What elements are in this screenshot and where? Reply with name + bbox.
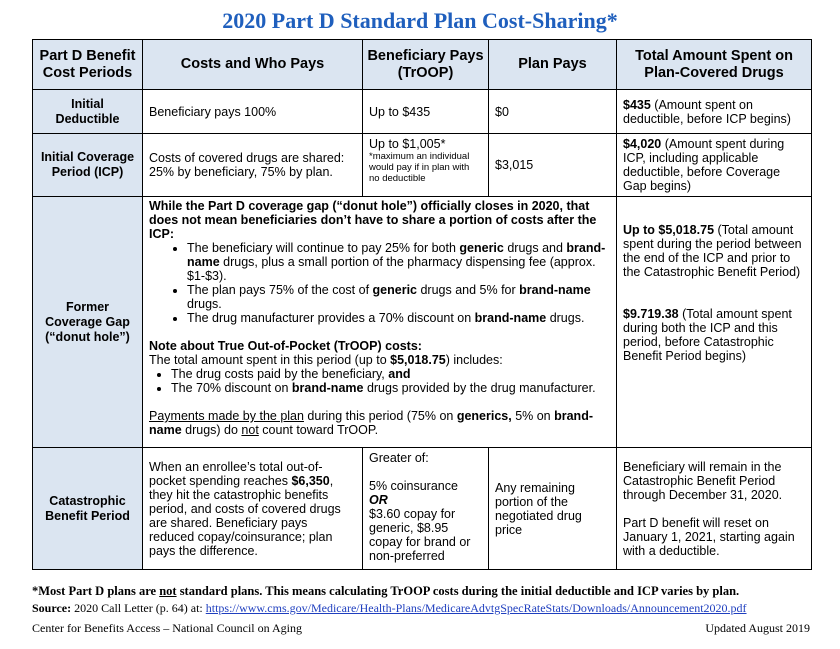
- costs-cell: Costs of covered drugs are shared: 25% by beneficiary, 75% by plan.: [143, 134, 363, 197]
- plan-payments-note: Payments made by the plan during this period (75% on generics, 5% on brand-name drugs) do not count toward TrOOP.: [149, 409, 593, 437]
- troop-heading: Note about True Out-of-Pocket (TrOOP) costs:: [149, 339, 422, 353]
- total-desc: (Amount spent on deductible, before ICP begins): [623, 97, 791, 126]
- copay-option: $3.60 copay for generic, $8.95 copay for brand or non-preferred: [369, 507, 471, 563]
- total-amount: Up to $5,018.75: [623, 223, 715, 237]
- total-amount: $4,020: [623, 137, 662, 151]
- total-cell: [617, 197, 812, 448]
- costs-cell: When an enrollee’s total out-of-pocket spending reaches $6,350, they hit the catastrophic benefits period, and costs of covered drugs are shared. Beneficiary pays reduced copay/coinsurance; plan pays the difference.: [143, 448, 363, 570]
- header-costs: Costs and Who Pays: [143, 40, 363, 90]
- total-amount: $435: [623, 97, 651, 112]
- footnote: *Most Part D plans are not standard plans. This means calculating TrOOP costs during the initial deductible and ICP varies by plan.: [32, 584, 740, 598]
- period-label: Initial Coverage Period (ICP): [33, 134, 143, 197]
- footer-bar: [32, 621, 810, 636]
- beneficiary-cell: [363, 448, 489, 570]
- beneficiary-footnote: *maximum an individual would pay if in plan with no deductible: [369, 151, 470, 184]
- list-item: • The 70% discount on brand-name drugs provided by the drug manufacturer.: [171, 381, 610, 395]
- total-cell: [617, 90, 812, 134]
- table-header-row: [33, 40, 812, 90]
- total-desc: (Amount spent during ICP, including applicable deductible, before Coverage Gap begins): [623, 137, 785, 193]
- beneficiary-amount: Up to $1,005*: [369, 137, 446, 151]
- header-plan: Plan Pays: [489, 40, 617, 90]
- row-catastrophic: [33, 448, 812, 570]
- period-label: Catastrophic Benefit Period: [33, 448, 143, 570]
- troop-text: The total amount spent in this period (up to $5,018.75) includes:: [149, 353, 503, 367]
- source-line: Source: 2020 Call Letter (p. 64) at: https://www.cms.gov/Medicare/Health-Plans/MedicareAdvtgSpecRateStats/Downloads/Announcement2020.pdf: [32, 601, 747, 615]
- row-initial-coverage: [33, 134, 812, 197]
- troop-list: [149, 367, 610, 395]
- total-desc: Beneficiary will remain in the Catastrophic Benefit Period through December 31, 2020.: [623, 459, 783, 502]
- costs-cell: Beneficiary pays 100%: [143, 90, 363, 134]
- list-item: • The drug costs paid by the beneficiary, and: [171, 367, 610, 381]
- total-amount: $9.719.38: [623, 307, 679, 321]
- period-label: Former Coverage Gap (“donut hole”): [33, 197, 143, 448]
- plan-cell: Any remaining portion of the negotiated drug price: [489, 448, 617, 570]
- header-beneficiary: Beneficiary Pays (TrOOP): [363, 40, 489, 90]
- row-coverage-gap: [33, 197, 812, 448]
- total-desc: (Total amount spent during both the ICP and this period, before Catastrophic Benefit Period begins): [623, 307, 792, 363]
- total-desc: Part D benefit will reset on January 1, 2021, starting again with a deductible.: [623, 515, 795, 558]
- beneficiary-cell: [363, 134, 489, 197]
- header-period: Part D Benefit Cost Periods: [33, 40, 143, 90]
- greater-of-label: Greater of:: [369, 451, 429, 465]
- gap-bullet-list: [149, 241, 610, 325]
- org-name: Center for Benefits Access – National Council on Aging: [32, 621, 302, 635]
- period-label: Initial Deductible: [33, 90, 143, 134]
- row-initial-deductible: [33, 90, 812, 134]
- gap-intro: While the Part D coverage gap (“donut hole”) officially closes in 2020, that does not mean beneficiaries don’t have to share a portion of costs after the ICP:: [149, 199, 597, 241]
- total-cell: [617, 448, 812, 570]
- plan-cell: $0: [489, 90, 617, 134]
- list-item: • The drug manufacturer provides a 70% discount on brand-name drugs.: [187, 311, 610, 325]
- updated-date: Updated August 2019: [705, 621, 810, 635]
- plan-cell: $3,015: [489, 134, 617, 197]
- gap-details-cell: [143, 197, 617, 448]
- list-item: • The plan pays 75% of the cost of generic drugs and 5% for brand-name drugs.: [187, 283, 610, 311]
- or-label: OR: [369, 493, 388, 507]
- source-link[interactable]: https://www.cms.gov/Medicare/Health-Plans/MedicareAdvtgSpecRateStats/Downloads/Announcement2020.pdf: [205, 601, 747, 615]
- page-title: 2020 Part D Standard Plan Cost-Sharing*: [222, 8, 618, 33]
- header-total: Total Amount Spent on Plan-Covered Drugs: [617, 40, 812, 90]
- list-item: • The beneficiary will continue to pay 25% for both generic drugs and brand-name drugs, plus a small portion of the pharmacy dispensing fee (approx. $1-$3).: [187, 241, 610, 283]
- cost-sharing-table: [32, 39, 812, 570]
- total-cell: [617, 134, 812, 197]
- beneficiary-cell: Up to $435: [363, 90, 489, 134]
- total-desc: (Total amount spent during the period between the end of the ICP and prior to the Catastrophic Benefit Period): [623, 223, 802, 279]
- coinsurance-option: 5% coinsurance: [369, 479, 458, 493]
